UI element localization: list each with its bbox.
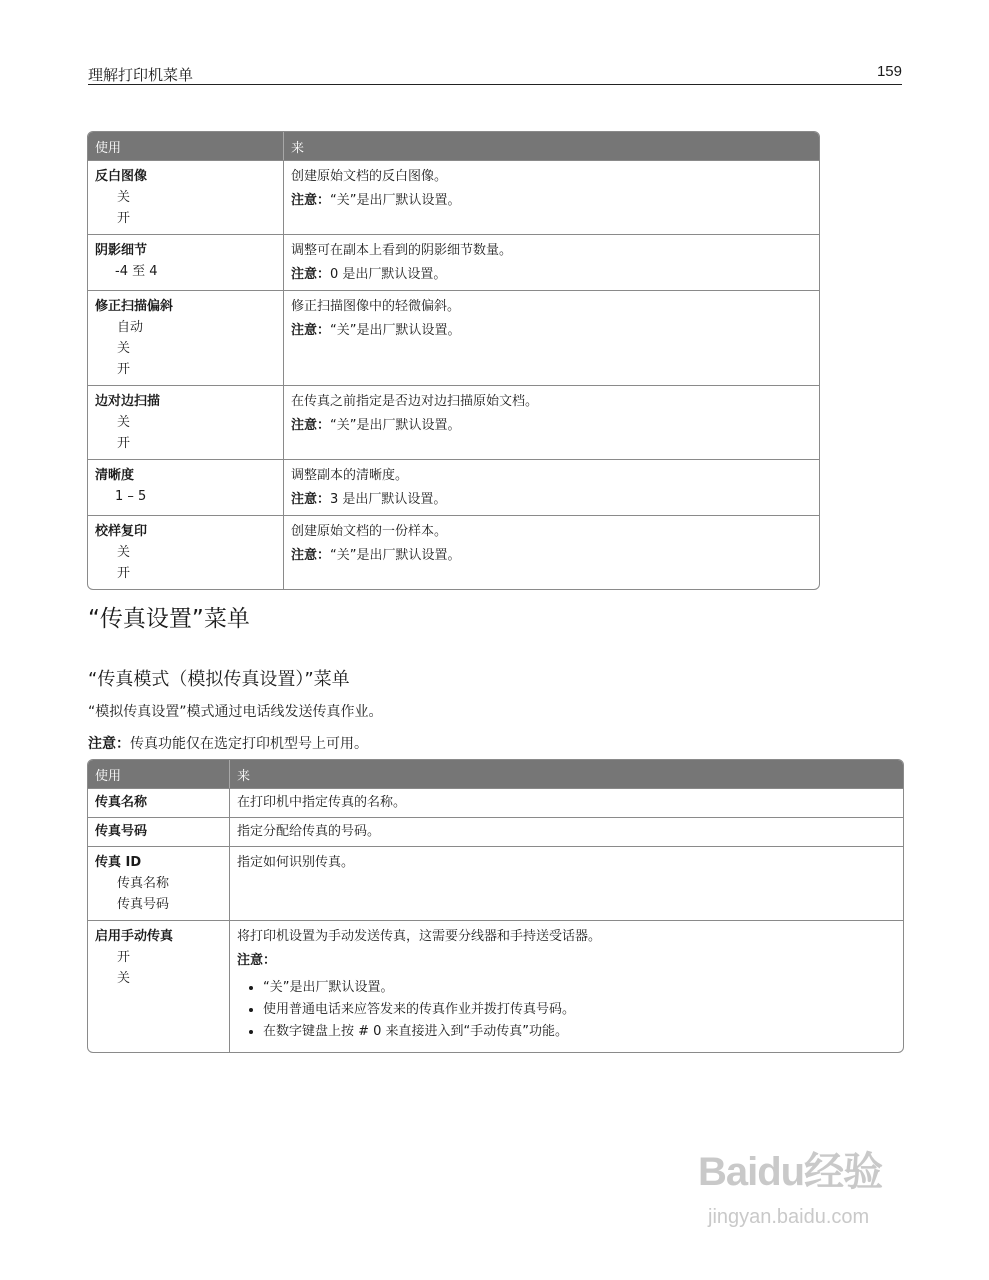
note-label: 注意： [291, 548, 331, 563]
note [291, 415, 812, 436]
description: 修正扫描图像中的轻微偏斜。 [291, 299, 461, 314]
description-cell [283, 385, 819, 459]
page-header [88, 62, 902, 85]
setting-name: 阴影细节 [95, 243, 148, 258]
setting-cell [88, 160, 283, 234]
setting-option: 自动 [117, 320, 144, 335]
setting-cell [88, 920, 229, 1052]
setting-cell [88, 846, 229, 920]
setting-cell [88, 459, 283, 515]
setting-option: 开 [117, 950, 131, 965]
page-number: 159 [876, 63, 902, 80]
watermark [698, 1128, 938, 1248]
description: 将打印机设置为手动发送传真，这需要分线器和手持送受话器。 [237, 929, 602, 944]
description: 调整副本的清晰度。 [291, 468, 409, 483]
note-text: 传真功能仅在选定打印机型号上可用。 [130, 736, 368, 752]
setting-option: 关 [117, 545, 131, 560]
setting-option: 关 [117, 971, 131, 986]
setting-option: 传真名称 [117, 876, 170, 891]
description-cell [283, 234, 819, 290]
setting-name: 反白图像 [95, 169, 148, 184]
description-cell [283, 290, 819, 385]
setting-option: 开 [117, 362, 131, 377]
description-cell [283, 459, 819, 515]
note-text: “关”是出厂默认设置。 [330, 418, 461, 433]
note-label: 注意： [291, 492, 331, 507]
intro-paragraph: “模拟传真设置”模式通过电话线发送传真作业。 [88, 704, 383, 720]
note-text: “关”是出厂默认设置。 [330, 193, 461, 208]
description-cell [229, 846, 903, 920]
setting-name: 传真 ID [95, 855, 142, 870]
description: 创建原始文档的反白图像。 [291, 169, 448, 184]
setting-name: 校样复印 [95, 524, 148, 539]
description: 指定分配给传真的号码。 [237, 824, 381, 839]
watermark-url: jingyan.baidu.com [708, 1206, 870, 1228]
setting-name: 传真号码 [95, 824, 148, 839]
section-heading: “传真设置”菜单 [88, 606, 250, 632]
note-text: 3 是出厂默认设置。 [330, 492, 447, 507]
col-header-to: 来 [283, 132, 819, 160]
availability-note [88, 733, 368, 753]
setting-name: 启用手动传真 [95, 929, 174, 944]
table-row [88, 846, 903, 920]
description: 在打印机中指定传真的名称。 [237, 795, 407, 810]
description-cell [283, 515, 819, 589]
table-row [88, 385, 819, 459]
description: 在传真之前指定是否边对边扫描原始文档。 [291, 394, 539, 409]
table-row [88, 817, 903, 846]
fax-mode-table [87, 759, 904, 1053]
list-item: • 在数字键盘上按 # 0 来直接进入到“手动传真”功能。 [263, 1021, 896, 1043]
col-header-to: 来 [229, 760, 903, 788]
setting-option: 1 – 5 [115, 489, 147, 504]
description: 调整可在副本上看到的阴影细节数量。 [291, 243, 513, 258]
note-label: 注意： [237, 953, 277, 968]
setting-cell [88, 817, 229, 846]
setting-cell [88, 385, 283, 459]
table-row [88, 234, 819, 290]
setting-name: 清晰度 [95, 468, 135, 483]
setting-option: 传真号码 [117, 897, 170, 912]
running-title: 理解打印机菜单 [88, 66, 194, 84]
col-header-use: 使用 [88, 132, 283, 160]
setting-option: 关 [117, 190, 131, 205]
description: 创建原始文档的一份样本。 [291, 524, 448, 539]
setting-name: 修正扫描偏斜 [95, 299, 174, 314]
table-row [88, 515, 819, 589]
setting-cell [88, 290, 283, 385]
description: 指定如何识别传真。 [237, 855, 355, 870]
scan-options-table [87, 131, 820, 590]
note-text: “关”是出厂默认设置。 [330, 548, 461, 563]
description-cell [229, 817, 903, 846]
table-header-row [88, 132, 819, 160]
setting-option: 开 [117, 211, 131, 226]
note [237, 950, 896, 971]
description-cell [283, 160, 819, 234]
watermark-logo: Baidu经验 [698, 1150, 883, 1194]
table-row [88, 160, 819, 234]
description-cell [229, 920, 903, 1052]
note-label: 注意： [291, 267, 331, 282]
note-text: “关”是出厂默认设置。 [330, 323, 461, 338]
col-header-use: 使用 [88, 760, 229, 788]
setting-name: 传真名称 [95, 795, 148, 810]
setting-option: 开 [117, 566, 131, 581]
table-row [88, 290, 819, 385]
note-label: 注意： [88, 736, 130, 752]
setting-option: 关 [117, 415, 131, 430]
setting-cell [88, 234, 283, 290]
note-list [237, 977, 896, 1043]
setting-option: 关 [117, 341, 131, 356]
setting-name: 边对边扫描 [95, 394, 161, 409]
note-label: 注意： [291, 323, 331, 338]
note-label: 注意： [291, 418, 331, 433]
note [291, 190, 812, 211]
setting-cell [88, 515, 283, 589]
table-row [88, 788, 903, 817]
subsection-heading: “传真模式（模拟传真设置）”菜单 [88, 669, 350, 690]
note [291, 489, 812, 510]
note [291, 264, 812, 285]
list-item: • 使用普通电话来应答发来的传真作业并拨打传真号码。 [263, 999, 896, 1021]
setting-option: -4 至 4 [115, 264, 158, 279]
note [291, 545, 812, 566]
note-text: 0 是出厂默认设置。 [330, 267, 447, 282]
note [291, 320, 812, 341]
table-row [88, 459, 819, 515]
table-header-row [88, 760, 903, 788]
note-label: 注意： [291, 193, 331, 208]
description-cell [229, 788, 903, 817]
setting-option: 开 [117, 436, 131, 451]
table-row [88, 920, 903, 1052]
list-item: • “关”是出厂默认设置。 [263, 977, 896, 999]
setting-cell [88, 788, 229, 817]
